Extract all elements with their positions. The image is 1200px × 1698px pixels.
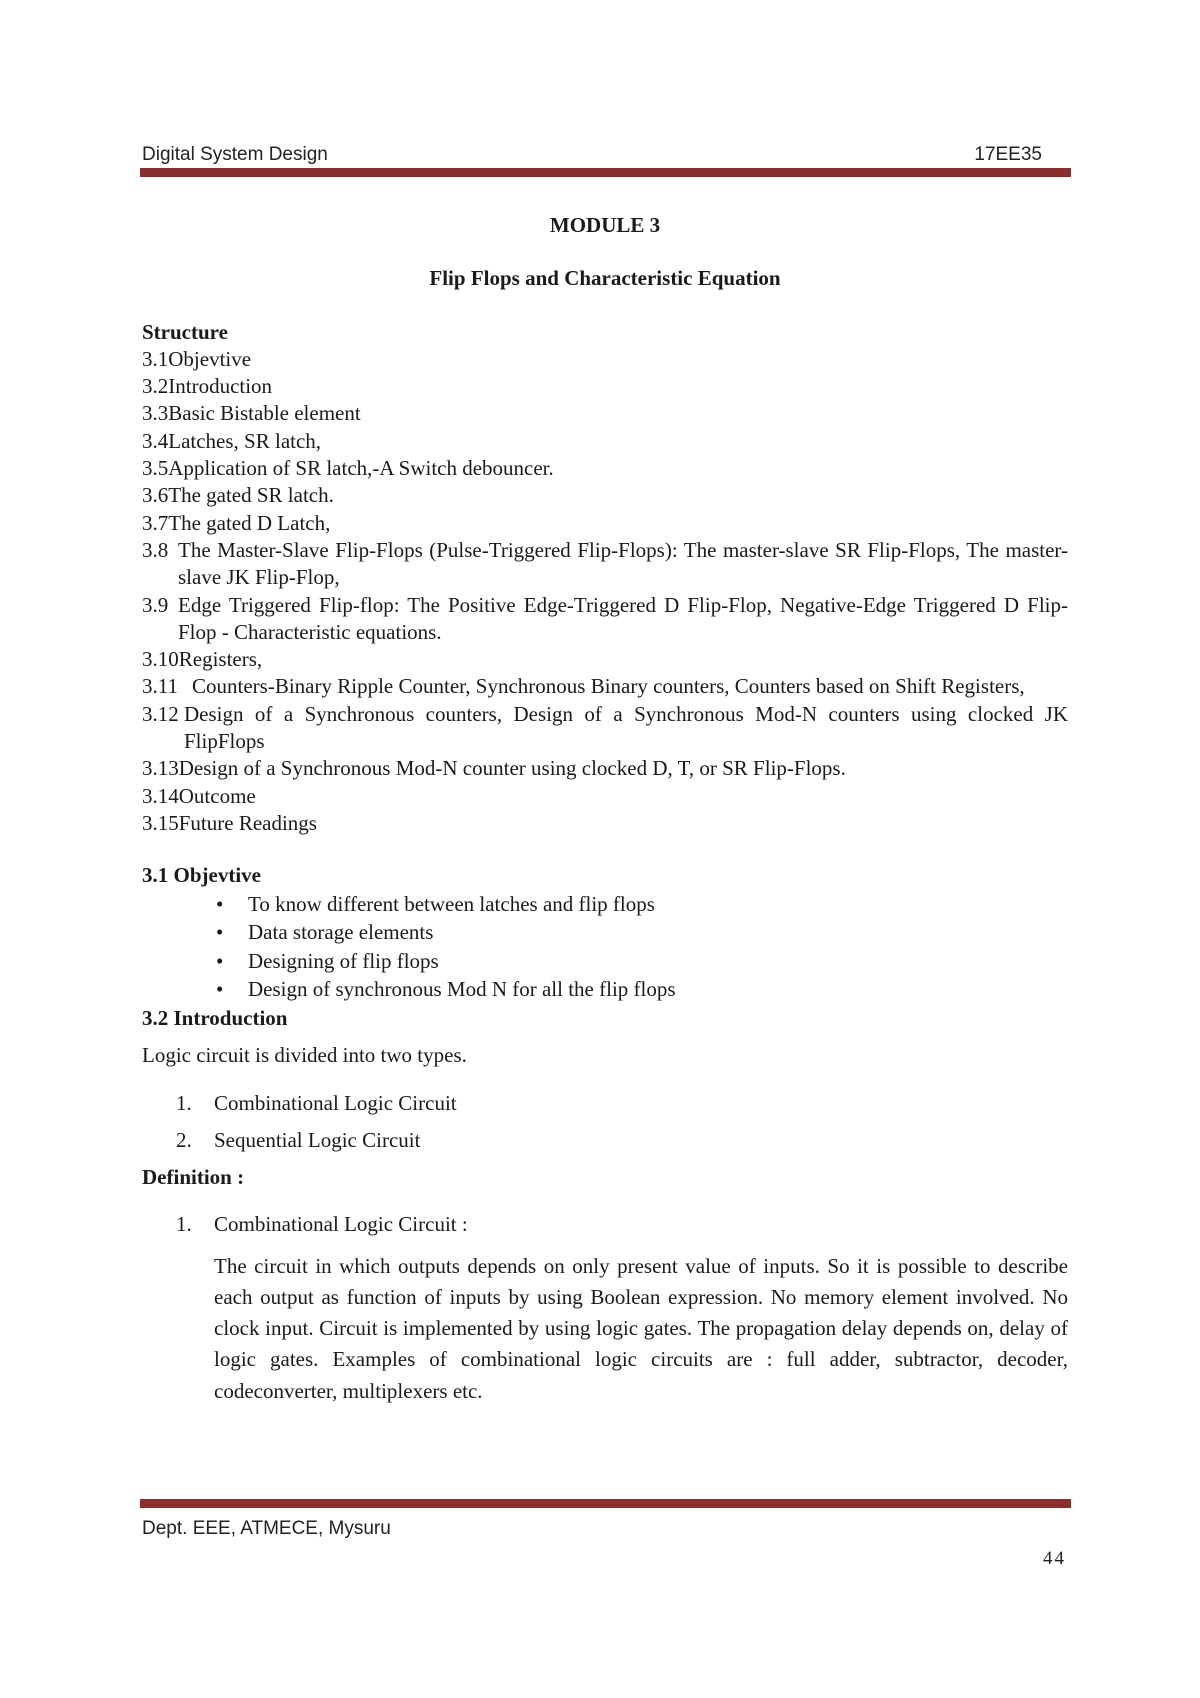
objective-item-text: Designing of flip flops — [248, 948, 439, 973]
structure-item — [142, 673, 1068, 700]
structure-item — [142, 510, 1068, 537]
objective-item — [216, 890, 1068, 919]
objective-item — [216, 975, 1068, 1004]
structure-item-text: Objevtive — [168, 346, 252, 371]
structure-item-text: Basic Bistable element — [168, 401, 361, 426]
structure-item — [142, 592, 1068, 647]
bullet-icon: • — [216, 948, 224, 973]
definition-item-number: 1. — [176, 1212, 192, 1237]
definition-item — [176, 1211, 1068, 1238]
objective-item-text: Data storage elements — [248, 920, 434, 945]
structure-item — [142, 428, 1068, 455]
definition-item-title: Combinational Logic Circuit : — [214, 1212, 468, 1237]
structure-item-number: 3.11 — [142, 674, 178, 699]
structure-item-number: 3.6 — [142, 483, 169, 508]
structure-item — [142, 537, 1068, 592]
structure-item — [142, 783, 1068, 810]
structure-item — [142, 482, 1068, 509]
definition-paragraph: The circuit in which outputs depends on only present value of inputs. So it is possible to describe each output as function of inputs by using Boolean expression. No memory element involved. No clock input. Circuit is implemented by using logic gates. The propagation delay depends on, delay of logic gates. Examples of combinational logic circuits are : full adder, subtractor, decoder, codeconverter, multiplexers etc. — [214, 1253, 1068, 1403]
structure-item-text: Latches, SR latch, — [168, 428, 322, 453]
structure-item — [142, 455, 1068, 482]
objective-item-text: Design of synchronous Mod N for all the flip flops — [248, 977, 676, 1002]
definition-list — [142, 1211, 1068, 1238]
header-course-title: Digital System Design — [142, 144, 328, 165]
structure-item — [142, 701, 1068, 756]
module-subtitle: Flip Flops and Characteristic Equation — [429, 266, 781, 291]
structure-item-number: 3.1 — [142, 346, 169, 371]
structure-item-number: 3.13 — [142, 756, 179, 781]
structure-item-text: The Master-Slave Flip-Flops (Pulse-Triggered Flip-Flops): The master-slave SR Flip-Flops, The master-slave JK Flip-Flop, — [178, 537, 1068, 590]
definition-heading: Definition : — [142, 1165, 245, 1190]
structure-item-number: 3.9 — [142, 592, 169, 617]
structure-item — [142, 346, 1068, 373]
structure-item-text: Application of SR latch,-A Switch debouncer. — [168, 456, 554, 481]
structure-item — [142, 400, 1068, 427]
footer-department: Dept. EEE, ATMECE, Mysuru — [142, 1518, 391, 1539]
header-rule — [140, 168, 1071, 177]
structure-item-text: Future Readings — [178, 810, 317, 835]
structure-item-number: 3.5 — [142, 456, 169, 481]
circuit-types-list — [142, 1090, 1068, 1155]
structure-item-number: 3.14 — [142, 783, 179, 808]
circuit-type-text: Sequential Logic Circuit — [214, 1127, 421, 1152]
structure-item-text: Edge Triggered Flip-flop: The Positive Edge-Triggered D Flip-Flop, Negative-Edge Triggered D Flip-Flop - Characteristic equations. — [178, 592, 1068, 644]
structure-item-number: 3.12 — [142, 701, 179, 726]
bullet-icon: • — [216, 977, 224, 1002]
page-content — [142, 212, 1068, 1407]
bullet-icon: • — [216, 891, 224, 916]
introduction-lead: Logic circuit is divided into two types. — [142, 1043, 467, 1068]
structure-item-number: 3.15 — [142, 810, 179, 835]
introduction-heading: 3.2 Introduction — [142, 1005, 288, 1030]
circuit-type-number: 1. — [176, 1090, 192, 1115]
objective-item — [216, 918, 1068, 947]
structure-item-text: The gated SR latch. — [168, 483, 334, 508]
bullet-icon: • — [216, 920, 224, 945]
structure-item-number: 3.7 — [142, 510, 169, 535]
circuit-type-item — [176, 1090, 1068, 1117]
structure-list — [142, 346, 1068, 837]
structure-item — [142, 373, 1068, 400]
structure-item-number: 3.3 — [142, 401, 169, 426]
objective-item-text: To know different between latches and flip flops — [248, 891, 655, 916]
objective-item — [216, 947, 1068, 976]
module-title: MODULE 3 — [549, 213, 661, 237]
structure-item — [142, 646, 1068, 673]
page-number: 44 — [1043, 1548, 1066, 1569]
structure-item — [142, 755, 1068, 782]
structure-item-text: Introduction — [168, 374, 273, 399]
structure-item-number: 3.10 — [142, 647, 179, 672]
structure-item-text: The gated D Latch, — [168, 510, 331, 535]
structure-item-text: Registers, — [178, 647, 263, 672]
structure-item-text: Counters-Binary Ripple Counter, Synchronous Binary counters, Counters based on Shift Registers, — [192, 674, 1025, 699]
structure-item-text: Design of a Synchronous Mod-N counter using clocked D, T, or SR Flip-Flops. — [178, 756, 846, 781]
structure-item-number: 3.2 — [142, 374, 169, 399]
structure-item-text: Outcome — [178, 783, 256, 808]
structure-heading: Structure — [142, 319, 228, 344]
objective-list — [142, 890, 1068, 1004]
footer-rule — [140, 1499, 1071, 1508]
structure-item — [142, 810, 1068, 837]
circuit-type-number: 2. — [176, 1127, 192, 1152]
structure-item-number: 3.8 — [142, 537, 169, 562]
structure-item-number: 3.4 — [142, 428, 169, 453]
header-course-code: 17EE35 — [974, 144, 1042, 165]
structure-item-text: Design of a Synchronous counters, Design of a Synchronous Mod-N counters using clocked JK FlipFlops — [184, 701, 1068, 754]
circuit-type-text: Combinational Logic Circuit — [214, 1090, 457, 1115]
objective-heading: 3.1 Objevtive — [142, 863, 261, 888]
circuit-type-item — [176, 1127, 1068, 1154]
